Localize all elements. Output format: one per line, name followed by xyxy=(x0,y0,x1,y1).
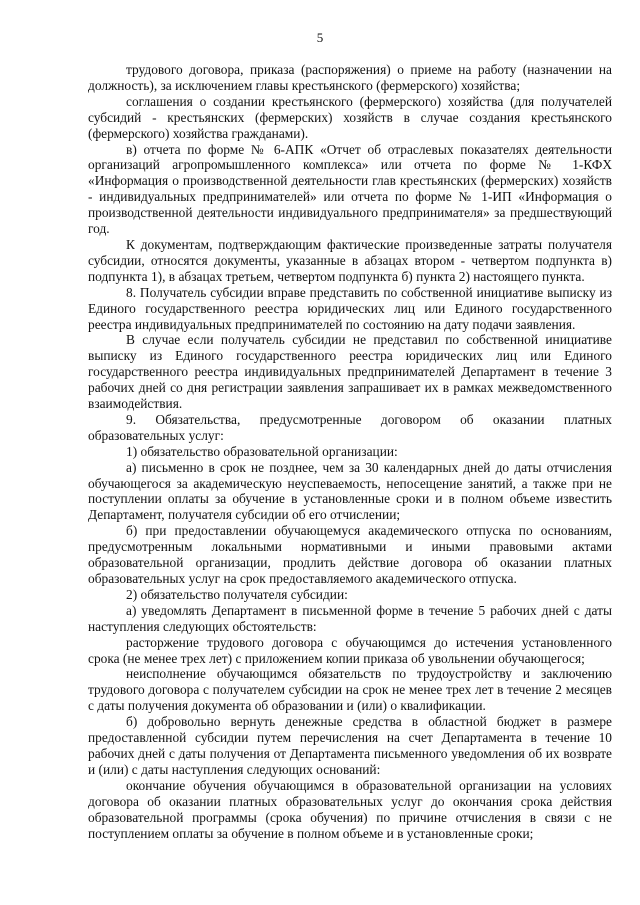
paragraph-9: а) письменно в срок не позднее, чем за 30 календарных дней до даты отчисления обучающегося за академическую неуспеваемость, непосещение занятий, а также при не поступлении оплаты за обучение в установленные сроки и в полном объеме известить Департамент, получателя субсидии об его отчислении; xyxy=(88,459,612,523)
paragraph-11: 2) обязательство получателя субсидии: xyxy=(126,586,348,602)
paragraph-15: б) добровольно вернуть денежные средства в областной бюджет в размере предоставленной субсидии путем перечисления на счет Департамента в течение 10 рабочих дней с даты получения от Департамента письменного уведомления об их возврате и (или) с даты наступления следующих оснований: xyxy=(88,714,612,777)
paragraph-1: трудового договора, приказа (распоряжения) о приеме на работу (назначении на должность), за исключением главы крестьянского (фермерского) хозяйства; xyxy=(88,62,612,93)
paragraph-4: К документам, подтверждающим фактические произведенные затраты получателя субсидии, относятся документы, указанные в абзацах втором - четвертом подпункта в) подпункта 1), в абзацах третьем, четвертом подпункта б) пункта 2) настоящего пункта. xyxy=(88,236,612,284)
paragraph-14: неисполнение обучающимся обязательств по трудоустройству и заключению трудового договора с получателем субсидии на срок не менее трех лет в течение 2 месяцев с даты получения документа об образовании и (или) о квалификации. xyxy=(88,666,612,714)
paragraph-8: 1) обязательство образовательной организации: xyxy=(126,443,398,459)
document-body xyxy=(88,62,612,841)
paragraph-2: соглашения о создании крестьянского (фермерского) хозяйства (для получателей субсидий - крестьянских (фермерских) хозяйств в случае создания крестьянского (фермерского) хозяйства гражданами). xyxy=(88,93,612,141)
paragraph-12: а) уведомлять Департамент в письменной форме в течение 5 рабочих дней с даты наступления следующих обстоятельств: xyxy=(88,602,612,634)
paragraph-16: окончание обучения обучающимся в образовательной организации на условиях договора об оказании платных образовательных услуг до окончания срока действия образовательной программы (срока обучения) по причине отчисления в связи с не поступлением оплаты за обучение в полном объеме и в установленные сроки; xyxy=(88,777,612,841)
paragraph-7: 9. Обязательства, предусмотренные договором об оказании платных образовательных услуг: xyxy=(88,411,612,443)
page-number: 5 xyxy=(316,30,324,45)
paragraph-13: расторжение трудового договора с обучающимся до истечения установленного срока (не менее трех лет) с приложением копии приказа об увольнении обучающегося; xyxy=(88,634,612,666)
paragraph-5: 8. Получатель субсидии вправе представить по собственной инициативе выписку из Единого государственного реестра юридических лиц или Единого государственного реестра индивидуальных предпринимателей по состоянию на дату подачи заявления. xyxy=(88,284,612,332)
paragraph-6: В случае если получатель субсидии не представил по собственной инициативе выписку из Единого государственного реестра юридических лиц или Единого государственного реестра индивидуальных предпринимателей Департамент в течение 3 рабочих дней со дня регистрации заявления запрашивает их в рамках межведомственного взаимодействия. xyxy=(88,332,612,412)
paragraph-10: б) при предоставлении обучающемуся академического отпуска по основаниям, предусмотренным локальными нормативными и иными правовыми актами образовательной организации, продлить действие договора об оказании платных образовательных услуг на срок предоставляемого академического отпуска. xyxy=(88,523,612,586)
paragraph-3: в) отчета по форме № 6-АПК «Отчет об отраслевых показателях деятельности организаций агропромышленного комплекса» или отчета по форме № 1-КФХ «Информация о производственной деятельности глав крестьянских (фермерских) хозяйств - индивидуальных предпринимателей» или отчета по форме № 1-ИП «Информация о производственной деятельности индивидуального предпринимателя» за предшествующий год. xyxy=(88,141,612,237)
